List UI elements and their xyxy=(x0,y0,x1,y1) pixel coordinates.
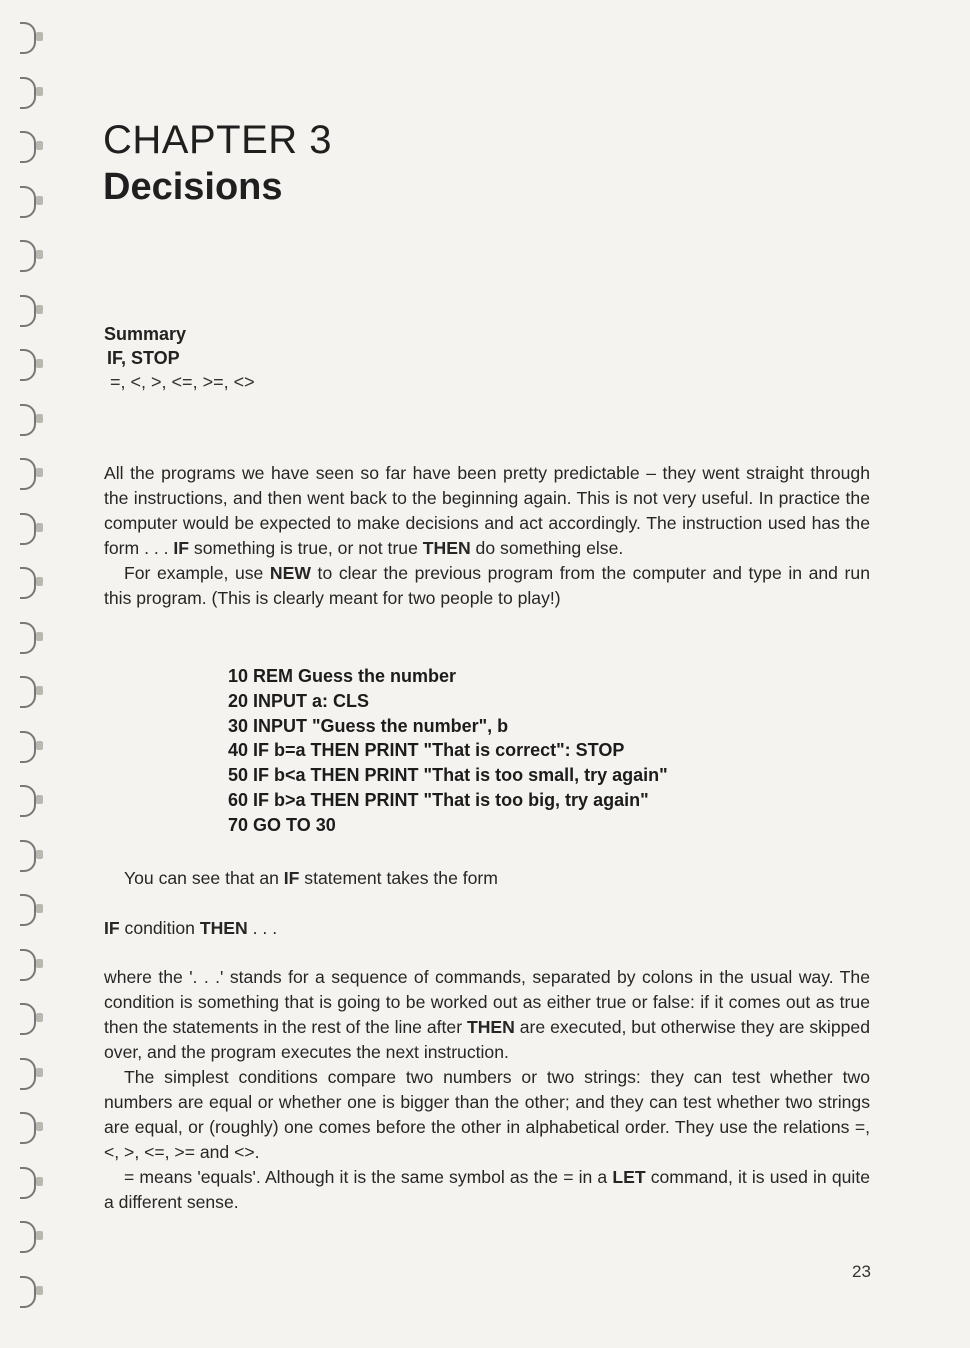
binding-ring xyxy=(10,1165,44,1199)
program-line: 30 INPUT "Guess the number", b xyxy=(228,715,509,736)
program-listing xyxy=(228,664,668,838)
program-line: 50 IF b<a THEN PRINT "That is too small, try again" xyxy=(228,765,668,786)
if-statement-sentence: You can see that an IF statement takes the form xyxy=(124,868,498,888)
binding-ring xyxy=(10,1219,44,1253)
binding-ring xyxy=(10,456,44,490)
binding-ring xyxy=(10,892,44,926)
if-syntax-line: IF condition THEN . . . xyxy=(104,918,278,938)
binding-ring xyxy=(10,129,44,163)
binding-ring xyxy=(10,20,44,54)
explanation-text xyxy=(104,965,870,1215)
if-form-intro xyxy=(104,866,870,891)
binding-ring xyxy=(10,729,44,763)
program-line: 10 REM Guess the number xyxy=(228,666,457,686)
binding-ring xyxy=(10,1001,44,1035)
program-line: 20 INPUT a: CLS xyxy=(228,690,370,711)
binding-ring xyxy=(10,947,44,981)
if-form xyxy=(104,916,870,941)
program-line: 40 IF b=a THEN PRINT "That is correct": STOP xyxy=(228,740,625,761)
intro-paragraph-1: All the programs we have seen so far have been pretty predictable – they went straight through the instructions, and then went back to the beginning again. This is not very useful. In practice the computer would be expected to make decisions and act accordingly. The instruction used has the form . . . IF something is true, or not true THEN do something else. xyxy=(104,463,870,558)
spiral-binding xyxy=(10,20,50,1340)
program-line: 60 IF b>a THEN PRINT "That is too big, try again" xyxy=(228,789,649,810)
summary-keywords: IF, STOP xyxy=(107,348,180,368)
summary-block xyxy=(104,322,255,394)
binding-ring xyxy=(10,402,44,436)
explanation-paragraph-2: The simplest conditions compare two numbers or two strings: they can test whether two numbers are equal or whether one is bigger than the other; and they can test whether two strings are equal, or (roughly) one comes before the other in alphabetical order. They use the relations =, <, >, <=, >= and <>. xyxy=(104,1067,870,1162)
binding-ring xyxy=(10,238,44,272)
chapter-title: Decisions xyxy=(103,166,283,208)
binding-ring xyxy=(10,347,44,381)
binding-ring xyxy=(10,838,44,872)
summary-heading: Summary xyxy=(104,324,187,344)
binding-ring xyxy=(10,783,44,817)
page-number: 23 xyxy=(852,1262,871,1281)
program-line: 70 GO TO 30 xyxy=(228,814,336,835)
binding-ring xyxy=(10,75,44,109)
intro-text xyxy=(104,461,870,611)
binding-ring xyxy=(10,565,44,599)
binding-ring xyxy=(10,674,44,708)
explanation-paragraph-3: = means 'equals'. Although it is the same symbol as the = in a LET command, it is used in quite a different sense. xyxy=(104,1167,870,1212)
binding-ring xyxy=(10,511,44,545)
summary-operators: =, <, >, <=, >=, <> xyxy=(110,372,255,392)
explanation-paragraph-1: where the '. . .' stands for a sequence of commands, separated by colons in the usual way. The condition is something that is going to be worked out as either true or false: if it comes out as true then the statements in the rest of the line after THEN are executed, but otherwise they are skipped over, and the program executes the next instruction. xyxy=(104,967,870,1062)
binding-ring xyxy=(10,1274,44,1308)
binding-ring xyxy=(10,1110,44,1144)
binding-ring xyxy=(10,293,44,327)
intro-paragraph-2: For example, use NEW to clear the previous program from the computer and type in and run this program. (This is clearly meant for two people to play!) xyxy=(104,563,870,608)
binding-ring xyxy=(10,1056,44,1090)
chapter-number: CHAPTER 3 xyxy=(103,118,332,162)
binding-ring xyxy=(10,184,44,218)
binding-ring xyxy=(10,620,44,654)
